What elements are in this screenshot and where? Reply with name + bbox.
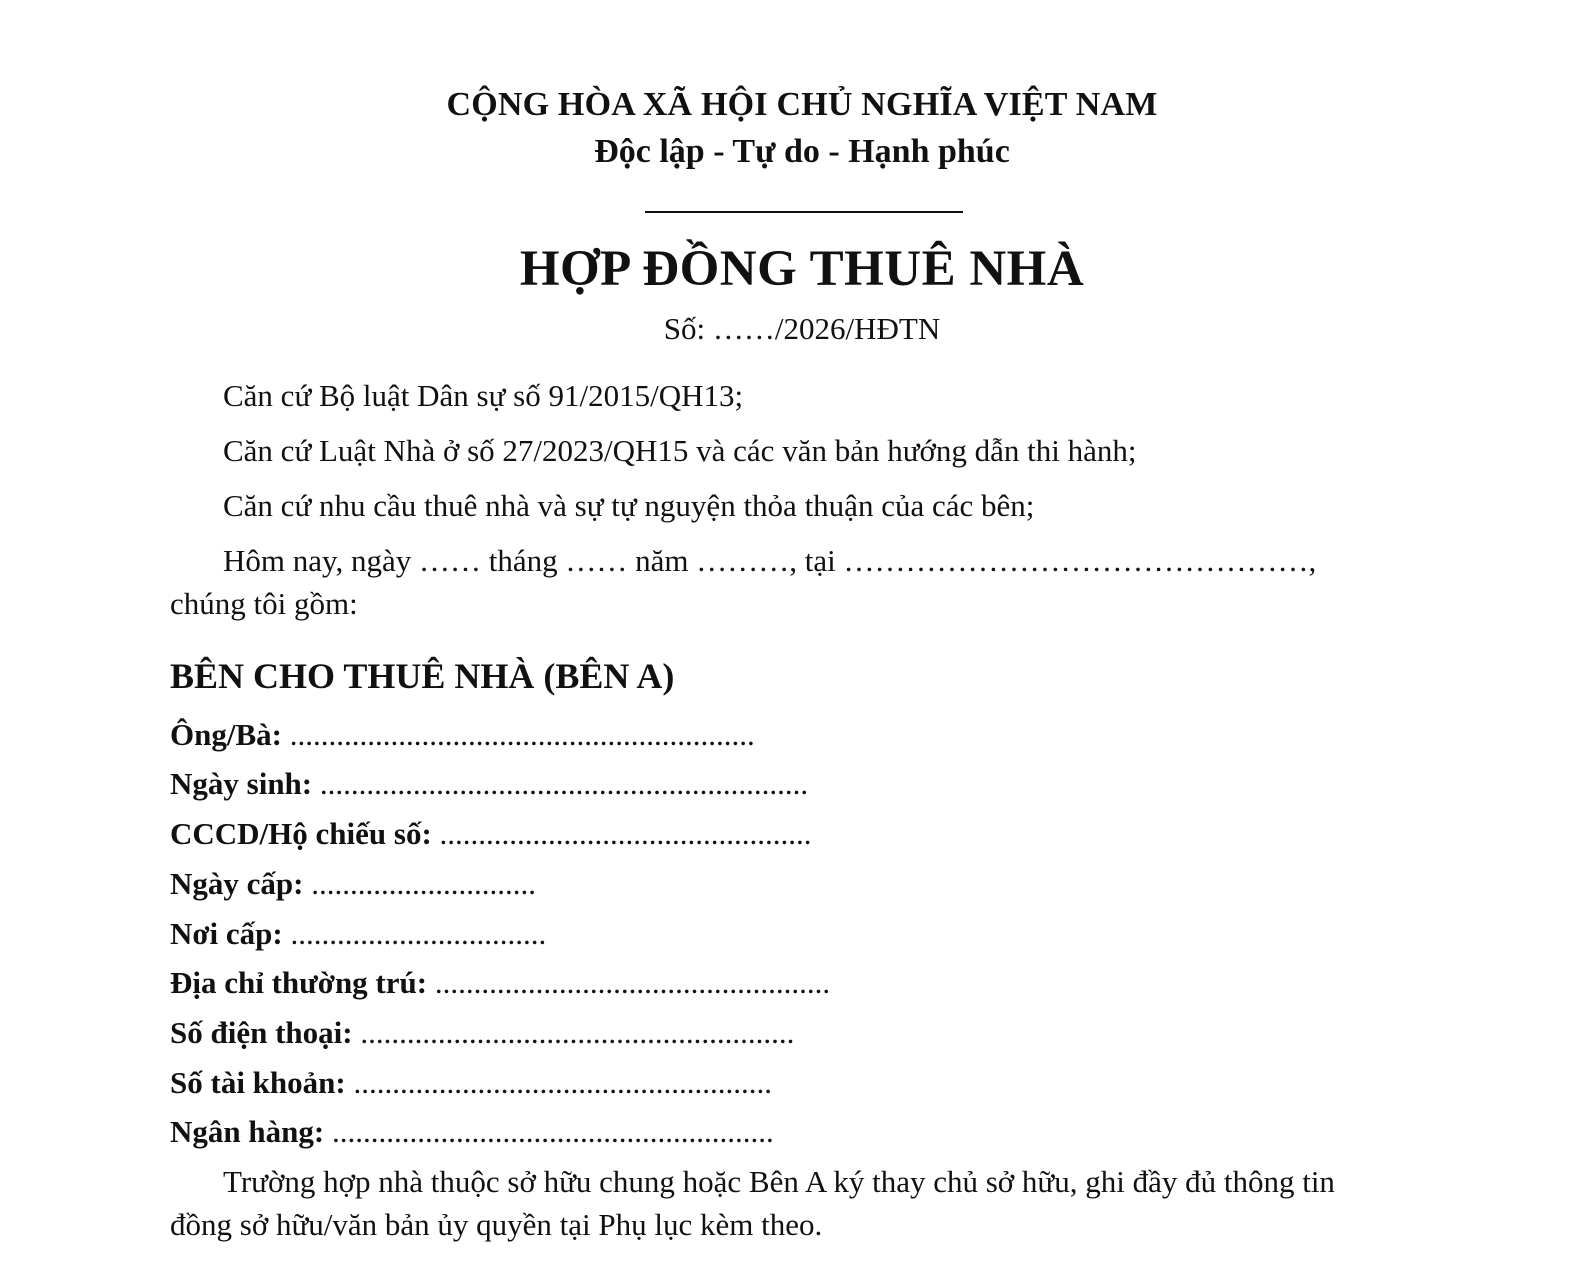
co-ownership-note-continuation: đồng sở hữu/văn bản ủy quyền tại Phụ lục kèm theo.	[170, 1207, 823, 1242]
contract-number: Số: ……/2026/HĐTN	[663, 311, 941, 346]
field-label: CCCD/Hộ chiếu số:	[170, 816, 432, 851]
field-date-of-birth	[170, 766, 808, 802]
field-bank-account	[170, 1065, 772, 1101]
field-blank: .........................................................	[324, 1114, 774, 1149]
field-permanent-address	[170, 965, 830, 1001]
field-label: Ngày sinh:	[170, 766, 313, 801]
field-blank: ................................................	[431, 816, 812, 851]
legal-basis-civil-code: Căn cứ Bộ luật Dân sự số 91/2015/QH13;	[223, 378, 744, 413]
field-blank: ............................................................	[281, 717, 755, 752]
field-issue-date	[170, 866, 536, 902]
field-phone	[170, 1015, 794, 1051]
field-label: Số điện thoại:	[170, 1015, 353, 1050]
date-place-line: Hôm nay, ngày …… tháng …… năm ………, tại ………………………………………,	[223, 543, 1317, 578]
field-label: Nơi cấp:	[170, 916, 283, 951]
national-motto: Độc lập - Tự do - Hạnh phúc	[594, 133, 1010, 170]
header-divider	[645, 211, 963, 213]
field-blank: ...................................................	[427, 965, 831, 1000]
party-a-heading: BÊN CHO THUÊ NHÀ (BÊN A)	[170, 656, 675, 696]
field-label: Ngân hàng:	[170, 1114, 325, 1149]
field-blank: ...............................................................	[312, 766, 809, 801]
contract-title: HỢP ĐỒNG THUÊ NHÀ	[519, 241, 1085, 297]
legal-basis-agreement: Căn cứ nhu cầu thuê nhà và sự tự nguyện thỏa thuận của các bên;	[223, 488, 1035, 523]
field-issue-place	[170, 916, 546, 952]
field-blank: ........................................................	[352, 1015, 795, 1050]
field-label: Số tài khoản:	[170, 1065, 346, 1100]
field-bank-name	[170, 1114, 774, 1150]
field-blank: .................................	[282, 916, 547, 951]
field-label: Địa chỉ thường trú:	[170, 965, 428, 1000]
national-title: CỘNG HÒA XÃ HỘI CHỦ NGHĨA VIỆT NAM	[446, 86, 1158, 123]
field-label: Ông/Bà:	[170, 717, 282, 752]
field-label: Ngày cấp:	[170, 866, 304, 901]
field-id-number	[170, 816, 812, 852]
legal-basis-housing-law: Căn cứ Luật Nhà ở số 27/2023/QH15 và các văn bản hướng dẫn thi hành;	[223, 433, 1137, 468]
date-place-continuation: chúng tôi gồm:	[170, 586, 358, 621]
co-ownership-note: Trường hợp nhà thuộc sở hữu chung hoặc Bên A ký thay chủ sở hữu, ghi đầy đủ thông tin	[223, 1164, 1335, 1199]
field-full-name	[170, 717, 755, 753]
field-blank: .............................	[303, 866, 536, 901]
field-blank: ......................................................	[345, 1065, 772, 1100]
